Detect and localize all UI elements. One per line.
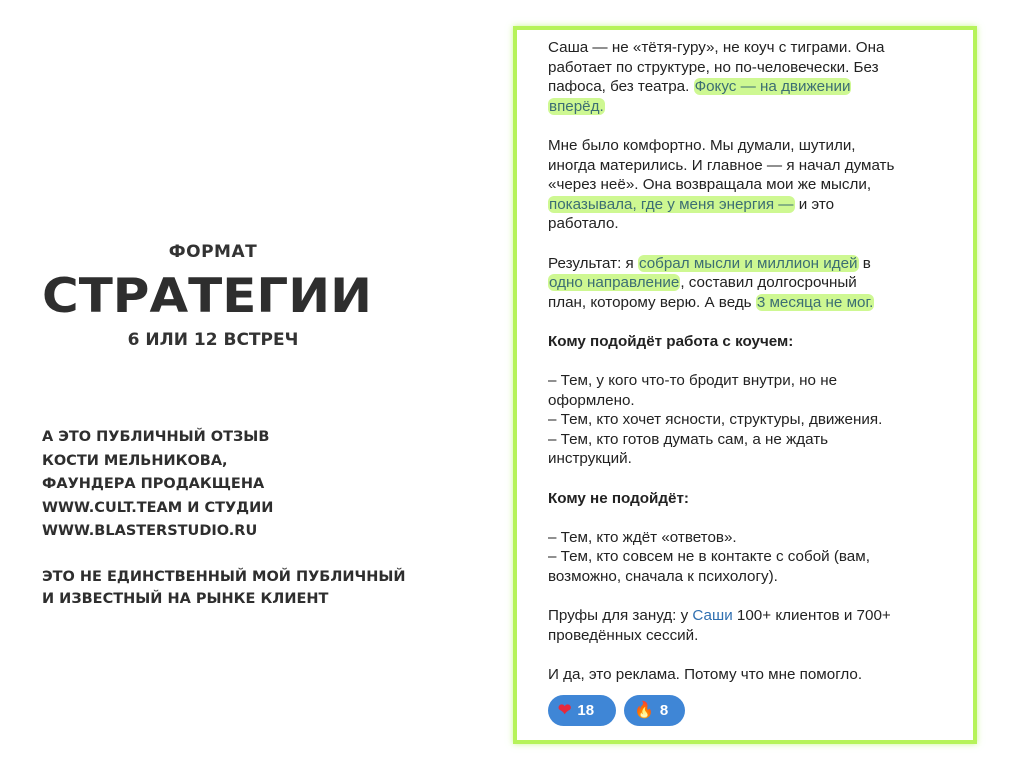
nofit-list [548, 528, 968, 587]
attribution-line: КОСТИ МЕЛЬНИКОВА, [42, 452, 228, 469]
list-item: – Тем, кто ждёт «ответов». [548, 528, 737, 546]
text-line: «через неё». Она возвращала мои же мысли, [548, 176, 872, 194]
highlighted-text: вперёд. [549, 97, 604, 115]
heart-icon: ❤ [558, 701, 572, 719]
fit-heading: Кому подойдёт работа с коучем: [548, 332, 794, 350]
list-item: оформлено. [548, 391, 635, 409]
reactions-bar [548, 695, 685, 726]
text-span: план, которому верю. А ведь [548, 293, 756, 311]
author-link[interactable]: Саши [692, 607, 733, 625]
highlighted-text: собрал мысли и миллион идей [638, 254, 858, 272]
closing-line: И да, это реклама. Потому что мне помогло. [548, 666, 863, 683]
list-item: инструкций. [548, 450, 632, 468]
strategy-title: СТРАТЕГИИ [42, 268, 372, 324]
attribution-line: WWW.CULT.TEAM И СТУДИИ [42, 499, 274, 516]
text-line: работает по структуре, но по-человечески. Без [548, 58, 879, 76]
review-paragraph [548, 254, 968, 313]
left-panel [0, 0, 500, 768]
text-line: иногда матерились. И главное — я начал думать [548, 156, 895, 174]
note-line: И ИЗВЕСТНЫЙ НА РЫНКЕ КЛИЕНТ [42, 591, 329, 607]
text-line: Саша — не «тётя-гуру», не коуч с тиграми. Она [548, 39, 885, 56]
text-line [548, 293, 968, 313]
highlighted-text: одно направление [549, 274, 680, 292]
highlighted-text: Фокус — на движении [694, 78, 851, 96]
fit-list [548, 371, 968, 469]
attribution-line: WWW.BLASTERSTUDIO.RU [42, 523, 258, 539]
proof-paragraph [548, 606, 968, 645]
text-line [548, 606, 968, 626]
text-span: и это [794, 195, 835, 213]
text-line: работало. [548, 215, 619, 233]
highlighted-text: 3 месяца не мог. [756, 293, 874, 311]
text-line: проведённых сессий. [548, 626, 699, 644]
text-span: 100+ клиентов и 700+ [732, 607, 891, 625]
list-item: возможно, сначала к психологу). [548, 568, 778, 586]
reaction-count: 8 [659, 702, 669, 719]
text-line [548, 97, 968, 117]
format-label: ФОРМАТ [168, 242, 258, 262]
text-line: Мне было комфортно. Мы думали, шутили, [548, 136, 856, 154]
list-item: – Тем, кто готов думать сам, а не ждать [548, 430, 829, 448]
note-line: ЭТО НЕ ЕДИНСТВЕННЫЙ МОЙ ПУБЛИЧНЫЙ [42, 569, 406, 585]
attribution-line: А ЭТО ПУБЛИЧНЫЙ ОТЗЫВ [42, 429, 270, 445]
list-item: – Тем, у кого что-то бродит внутри, но не [548, 372, 838, 390]
review-paragraph [548, 136, 968, 234]
nofit-heading: Кому не подойдёт: [548, 489, 689, 507]
highlighted-text: показывала, где у меня энергия — [549, 195, 794, 213]
review-attribution [42, 426, 273, 544]
text-line [548, 77, 968, 97]
text-span: в [858, 254, 871, 272]
text-span: , составил долгосрочный [680, 274, 857, 292]
text-span: Результат: я [548, 254, 638, 272]
fire-icon: 🔥 [634, 701, 654, 719]
sessions-count: 6 ИЛИ 12 ВСТРЕЧ [127, 330, 299, 350]
attribution-line: ФАУНДЕРА ПРОДАКЩЕНА [42, 476, 265, 492]
text-span: Пруфы для зануд: у [548, 607, 693, 625]
text-line [548, 195, 968, 215]
text-line [548, 273, 968, 293]
heart-reaction-button[interactable] [548, 695, 616, 726]
review-text [548, 38, 968, 704]
client-note [42, 566, 406, 610]
review-paragraph [548, 38, 968, 116]
list-item: – Тем, кто совсем не в контакте с собой (вам, [548, 548, 870, 566]
list-item: – Тем, кто хочет ясности, структуры, движения. [548, 411, 883, 429]
fire-reaction-button[interactable] [624, 695, 685, 726]
text-line [548, 254, 968, 274]
text-span: пафоса, без театра. [548, 78, 694, 96]
reaction-count: 18 [577, 702, 595, 719]
